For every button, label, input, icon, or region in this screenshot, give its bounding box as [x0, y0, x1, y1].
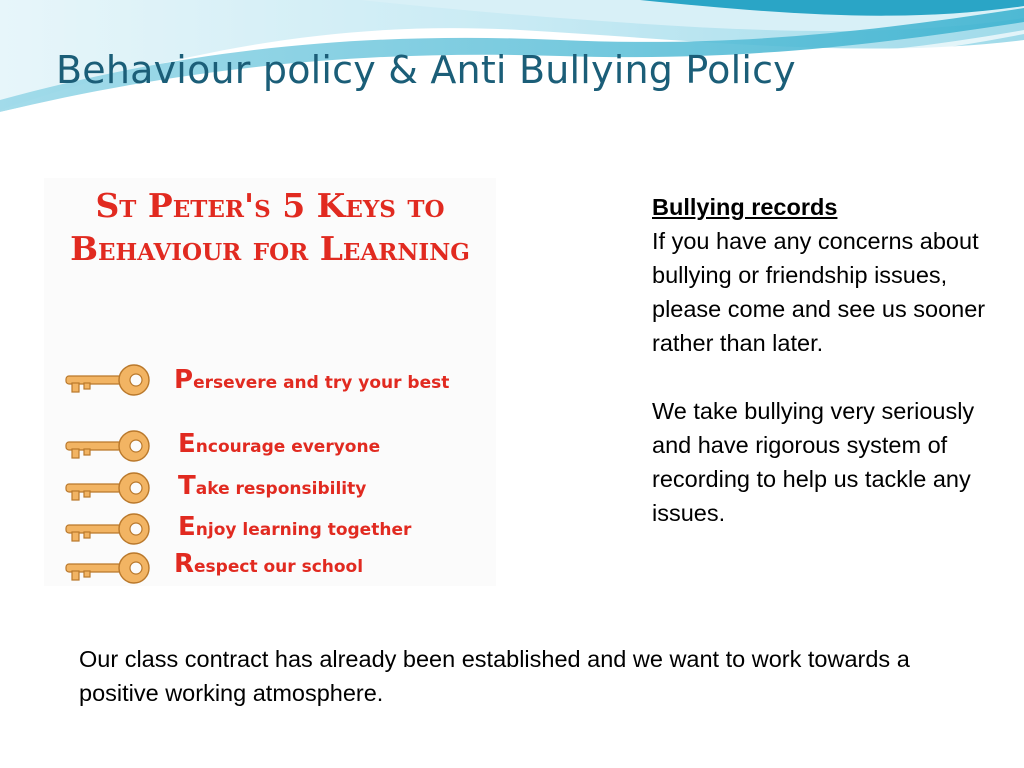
class-contract-text: Our class contract has already been established and we want to work towards a positive working atmosphere. [79, 646, 910, 706]
page-title: Behaviour policy & Anti Bullying Policy [56, 48, 796, 92]
bullying-records-heading: Bullying records [652, 194, 838, 220]
paragraph-spacer [652, 360, 992, 394]
key-text: ncourage everyone [195, 437, 381, 457]
key-initial: R [174, 549, 195, 579]
bullying-records-section [652, 190, 992, 530]
key-text: espect our school [194, 557, 364, 577]
key-icon [62, 470, 154, 506]
behaviour-keys-panel [44, 178, 496, 586]
key-icon [62, 511, 154, 547]
key-icon [62, 362, 154, 398]
bullying-seriously-paragraph: We take bullying very seriously and have rigorous system of recording to help us tackle any issues. [652, 398, 975, 526]
keys-heading: St Peter's 5 Keys to Behaviour for Learning [70, 186, 470, 268]
key-icon [62, 428, 154, 464]
key-initial: P [174, 365, 194, 395]
key-icon [62, 550, 154, 586]
key-initial: E [178, 512, 196, 542]
key-text: ake responsibility [195, 479, 367, 499]
key-text: ersevere and try your best [193, 373, 450, 393]
key-text: njoy learning together [195, 520, 412, 540]
bullying-concerns-paragraph: If you have any concerns about bullying or friendship issues, please come and see us sooner rather than later. [652, 228, 986, 356]
key-initial: T [178, 471, 196, 501]
key-initial: E [178, 429, 196, 459]
